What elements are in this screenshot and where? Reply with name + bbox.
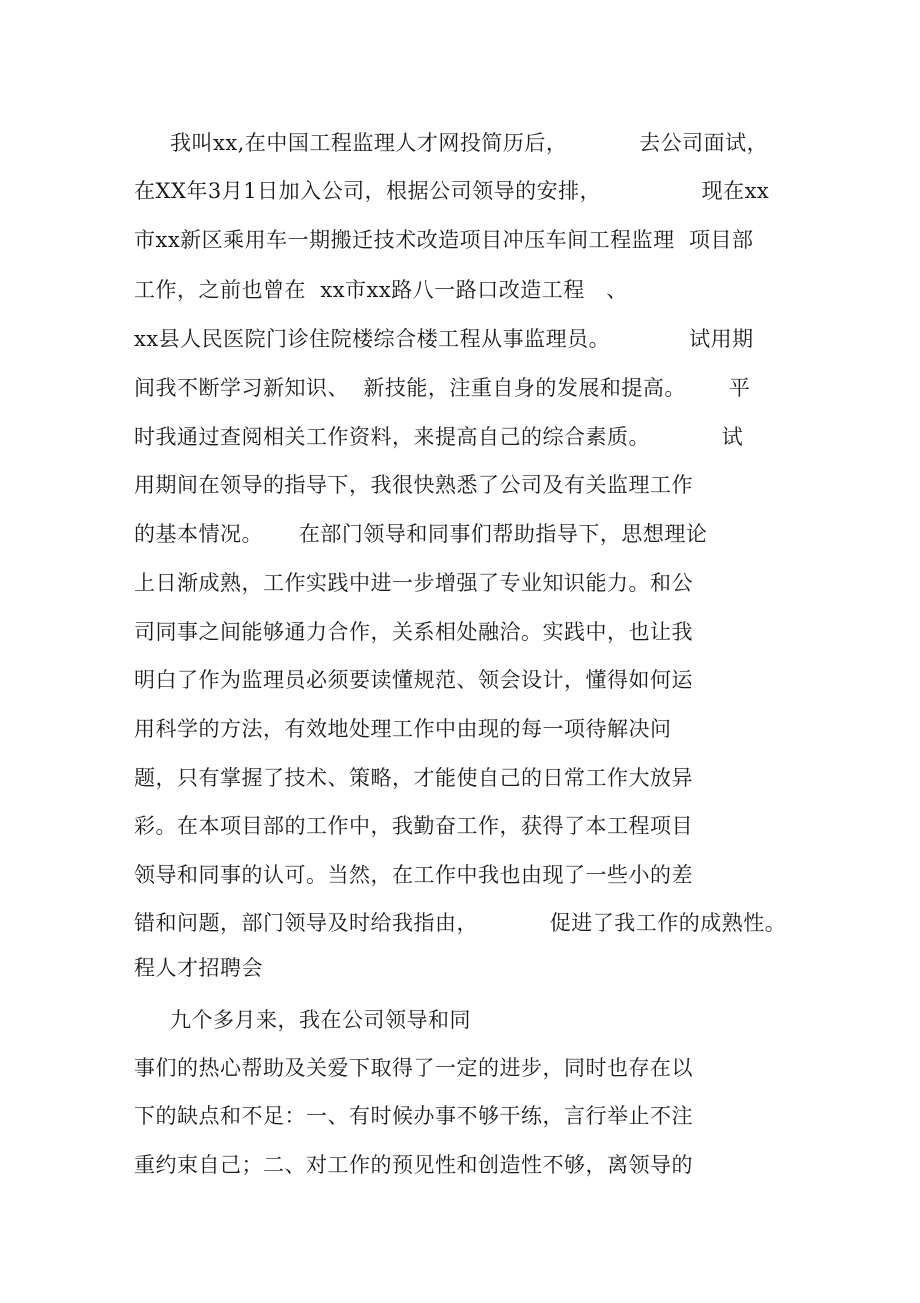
text-line: 时我通过查阅相关工作资料，来提高自己的综合素质。 试 [134,425,744,449]
text-line: 工作，之前也曾在 xx市xx路八一路口改造工程 、 [134,278,628,302]
text-line: 错和问题，部门领导及时给我指由， 促进了我工作的成熟性。 [134,911,787,935]
text-line: 下的缺点和不足：一、有时候办事不够干练，言行举止不注 [134,1104,693,1128]
text-line: 司同事之间能够通力合作，关系相处融洽。实践中，也让我 [134,620,693,644]
text-line: 程人才招聘会 [134,956,263,980]
text-line: 市xx新区乘用车一期搬迁技术改造项目冲压车间工程监理 项目部 [134,228,754,252]
text-line: 在XX年3月1日加入公司，根据公司领导的安排， 现在xx [134,179,770,203]
text-line: 上日渐成熟，工作实践中进一步增强了专业知识能力。和公 [134,571,693,595]
text-line: 的基本情况。 在部门领导和同事们帮助指导下，思想理论 [134,522,708,546]
text-line: 彩。在本项目部的工作中，我勤奋工作，获得了本工程项目 [134,814,693,838]
text-line: xx县人民医院门诊住院楼综合楼工程从事监理员。 试用期 [134,327,754,351]
text-line: 用科学的方法，有效地处理工作中由现的每一项待解决问 [134,717,672,741]
text-line: 题，只有掌握了技术、策略，才能使自己的日常工作大放异 [134,766,693,790]
text-line: 我叫xx,在中国工程监理人才网投简历后， 去公司面试， [170,131,769,155]
text-line: 重约束自己；二、对工作的预见性和创造性不够，离领导的 [134,1153,693,1177]
text-line: 明白了作为监理员必须要读懂规范、领会设计，懂得如何运 [134,668,693,692]
text-line: 用期间在领导的指导下，我很快熟悉了公司及有关监理工作 [134,473,693,497]
text-line: 间我不断学习新知识、 新技能，注重自身的发展和提高。 平 [134,376,751,400]
text-line: 事们的热心帮助及关爱下取得了一定的进步，同时也存在以 [134,1056,693,1080]
text-line: 九个多月来，我在公司领导和同 [170,1008,471,1032]
text-line: 领导和同事的认可。当然，在工作中我也由现了一些小的差 [134,863,693,887]
